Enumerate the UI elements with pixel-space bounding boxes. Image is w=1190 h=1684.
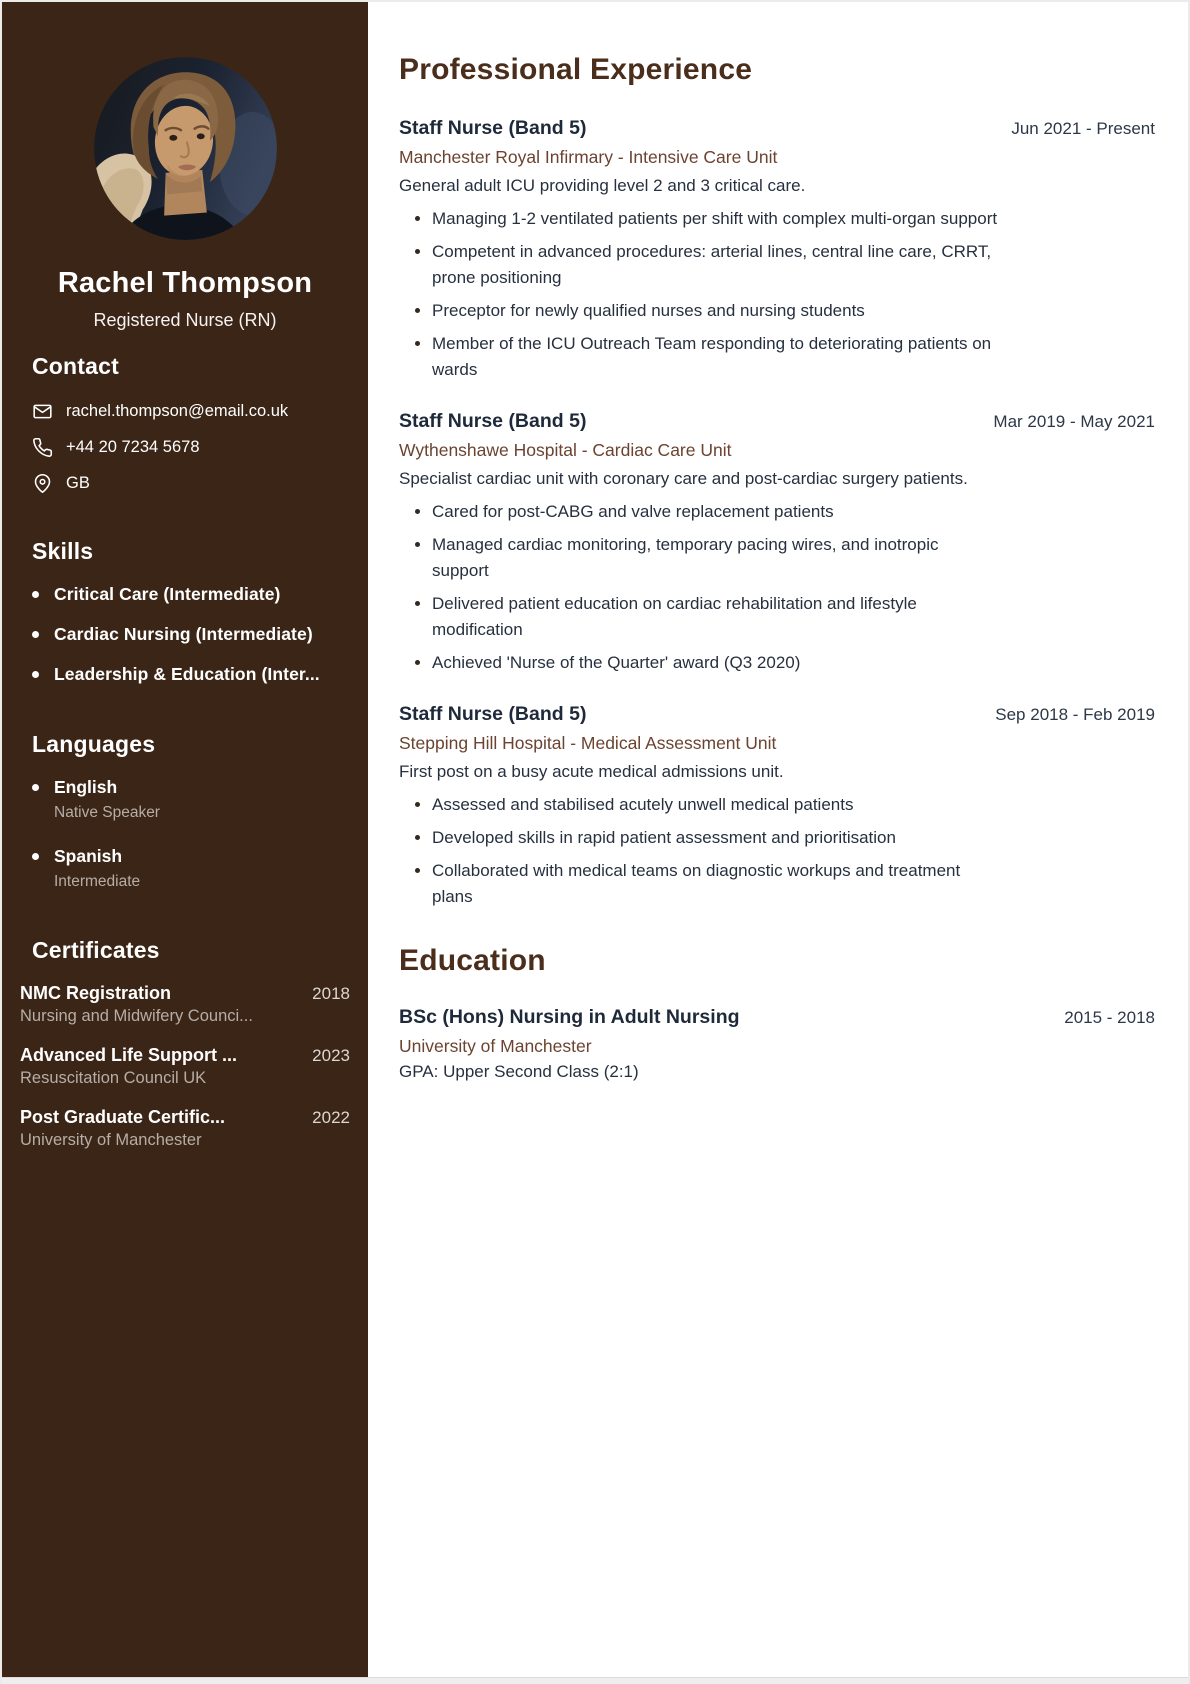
job-organization: Wythenshawe Hospital - Cardiac Care Unit bbox=[399, 440, 732, 460]
education-dates: 2015 - 2018 bbox=[1064, 1008, 1155, 1027]
location-icon bbox=[32, 473, 53, 494]
job-dates: Jun 2021 - Present bbox=[1011, 119, 1155, 138]
contact-email-value: rachel.thompson@email.co.uk bbox=[66, 402, 289, 420]
job-dates: Mar 2019 - May 2021 bbox=[993, 412, 1155, 431]
job-bullet: Assessed and stabilised acutely unwell medical patients bbox=[432, 792, 999, 818]
certificate-item bbox=[20, 1107, 350, 1150]
certificates-section bbox=[20, 937, 350, 1150]
contact-phone-value: +44 20 7234 5678 bbox=[66, 438, 200, 456]
skills-heading: Skills bbox=[32, 538, 94, 564]
job-bullet: Competent in advanced procedures: arterial lines, central line care, CRRT, prone positioning bbox=[432, 239, 999, 291]
skill-label: Critical Care (Intermediate) bbox=[54, 584, 281, 604]
job-title: Staff Nurse (Band 5) bbox=[399, 410, 587, 432]
bullet-dot bbox=[32, 784, 39, 791]
skill-label: Leadership & Education (Inter... bbox=[54, 664, 320, 684]
certificate-year: 2018 bbox=[312, 984, 350, 1003]
certificate-year: 2022 bbox=[312, 1108, 350, 1127]
contact-phone-row bbox=[32, 437, 338, 458]
job-bullet: Managing 1-2 ventilated patients per shift with complex multi-organ support bbox=[432, 206, 999, 232]
profile-photo bbox=[94, 57, 277, 240]
job-bullet: Member of the ICU Outreach Team responding to deteriorating patients on wards bbox=[432, 331, 999, 383]
job-bullet-list bbox=[399, 206, 999, 383]
certificate-item bbox=[20, 983, 350, 1026]
job-title: Staff Nurse (Band 5) bbox=[399, 703, 587, 725]
language-level: Native Speaker bbox=[54, 804, 160, 821]
education-school: University of Manchester bbox=[399, 1036, 592, 1056]
job-organization: Manchester Royal Infirmary - Intensive Care Unit bbox=[399, 147, 778, 167]
job-bullet-list bbox=[399, 499, 999, 676]
language-item bbox=[32, 777, 338, 822]
education-degree: BSc (Hons) Nursing in Adult Nursing bbox=[399, 1006, 740, 1028]
experience-heading: Professional Experience bbox=[399, 53, 753, 86]
education-gpa: GPA: Upper Second Class (2:1) bbox=[399, 1062, 639, 1081]
education-section bbox=[399, 944, 1155, 1082]
certificate-title: Post Graduate Certific... bbox=[20, 1107, 226, 1127]
job-summary: First post on a busy acute medical admissions unit. bbox=[399, 762, 784, 781]
job-bullet: Developed skills in rapid patient assessment and prioritisation bbox=[432, 825, 999, 851]
certificate-title: NMC Registration bbox=[20, 983, 172, 1003]
job-bullet-list bbox=[399, 792, 999, 910]
candidate-title: Registered Nurse (RN) bbox=[93, 310, 277, 330]
job-dates: Sep 2018 - Feb 2019 bbox=[995, 705, 1155, 724]
bullet-dot bbox=[32, 671, 39, 678]
language-item bbox=[32, 846, 338, 891]
skills-section bbox=[32, 538, 338, 685]
main-content bbox=[368, 2, 1188, 1684]
language-level: Intermediate bbox=[54, 873, 141, 890]
certificate-issuer: Resuscitation Council UK bbox=[20, 1069, 207, 1087]
job-entry bbox=[399, 703, 1155, 910]
job-organization: Stepping Hill Hospital - Medical Assessment Unit bbox=[399, 733, 777, 753]
contact-location-value: GB bbox=[66, 474, 90, 492]
email-icon bbox=[32, 401, 53, 422]
education-heading: Education bbox=[399, 944, 546, 977]
skill-item bbox=[32, 664, 338, 685]
skill-item bbox=[32, 624, 338, 645]
certificate-issuer: Nursing and Midwifery Counci... bbox=[20, 1007, 253, 1025]
skill-item bbox=[32, 584, 338, 605]
job-bullet: Delivered patient education on cardiac rehabilitation and lifestyle modification bbox=[432, 591, 999, 643]
certificates-heading: Certificates bbox=[32, 937, 160, 963]
sidebar bbox=[2, 2, 368, 1684]
job-bullet: Preceptor for newly qualified nurses and nursing students bbox=[432, 298, 999, 324]
bullet-dot bbox=[32, 631, 39, 638]
job-bullet: Collaborated with medical teams on diagnostic workups and treatment plans bbox=[432, 858, 999, 910]
phone-icon bbox=[32, 437, 53, 458]
contact-heading: Contact bbox=[32, 353, 120, 379]
job-bullet: Achieved 'Nurse of the Quarter' award (Q3 2020) bbox=[432, 650, 999, 676]
job-entry bbox=[399, 117, 1155, 383]
contact-section bbox=[32, 353, 338, 494]
avatar bbox=[94, 57, 277, 240]
job-title: Staff Nurse (Band 5) bbox=[399, 117, 587, 139]
job-bullet: Cared for post-CABG and valve replacement patients bbox=[432, 499, 999, 525]
certificate-item bbox=[20, 1045, 350, 1088]
bullet-dot bbox=[32, 591, 39, 598]
job-summary: Specialist cardiac unit with coronary care and post-cardiac surgery patients. bbox=[399, 469, 968, 488]
job-entry bbox=[399, 410, 1155, 676]
language-name: Spanish bbox=[54, 846, 123, 866]
certificate-year: 2023 bbox=[312, 1046, 350, 1065]
contact-location-row bbox=[32, 473, 338, 494]
job-summary: General adult ICU providing level 2 and 3 critical care. bbox=[399, 176, 806, 195]
languages-heading: Languages bbox=[32, 731, 156, 757]
skill-label: Cardiac Nursing (Intermediate) bbox=[54, 624, 313, 644]
contact-email-row bbox=[32, 401, 338, 422]
languages-section bbox=[32, 731, 338, 891]
certificate-title: Advanced Life Support ... bbox=[20, 1045, 238, 1065]
job-bullet: Managed cardiac monitoring, temporary pacing wires, and inotropic support bbox=[432, 532, 999, 584]
language-name: English bbox=[54, 777, 118, 797]
bullet-dot bbox=[32, 853, 39, 860]
candidate-name: Rachel Thompson bbox=[57, 267, 313, 299]
education-entry bbox=[399, 1006, 1155, 1082]
certificate-issuer: University of Manchester bbox=[20, 1131, 202, 1149]
